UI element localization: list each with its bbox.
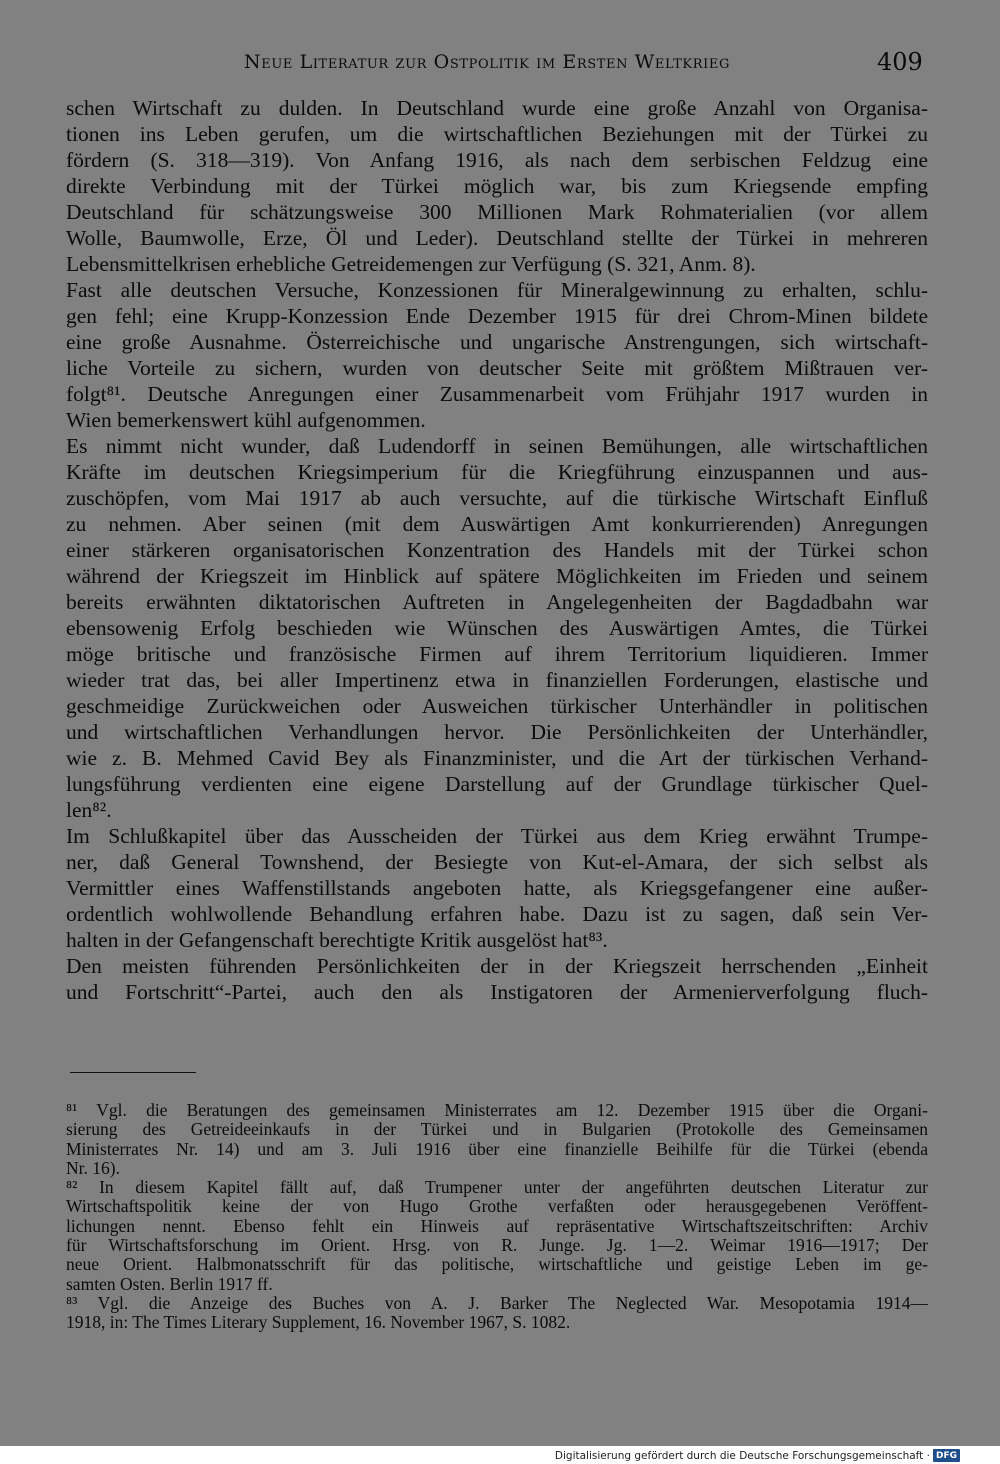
text-line: möge britische und französische Firmen auf ihrem Territorium liquidieren. Immer [66,642,928,666]
text-line: Vermittler eines Waffenstillstands angeboten hatte, als Kriegsgefangener eine außer- [66,876,928,900]
text-line: und wirtschaftlichen Verhandlungen hervor. Die Persönlichkeiten der Unterhändler, [66,720,928,744]
text-line: eine große Ausnahme. Österreichische und ungarische Anstrengungen, sich wirtschaft- [66,330,928,354]
text-line: einer stärkeren organisatorischen Konzentration des Handels mit der Türkei schon [66,538,928,562]
body-text [66,95,928,1005]
text-line: halten in der Gefangenschaft berechtigte Kritik ausgelöst hat⁸³. [66,928,608,952]
footnote-line: ⁸² In diesem Kapitel fällt auf, daß Trumpener unter der angeführten deutschen Literatur zur [66,1177,928,1198]
footnotes [66,1101,928,1333]
text-line: Im Schlußkapitel über das Ausscheiden der Türkei aus dem Krieg erwähnt Trumpe- [66,824,928,848]
footnote-line: Nr. 16). [66,1157,120,1178]
text-line: Es nimmt nicht wunder, daß Ludendorff in seinen Bemühungen, alle wirtschaftlichen [66,434,928,458]
text-line: folgt⁸¹. Deutsche Anregungen einer Zusammenarbeit vom Frühjahr 1917 wurden in [66,382,928,406]
text-line: ordentlich wohlwollende Behandlung erfahren habe. Dazu ist zu sagen, daß sein Ver- [66,902,928,926]
text-line: Lebensmittelkrisen erhebliche Getreidemengen zur Verfügung (S. 321, Anm. 8). [66,252,756,276]
footnote-line: ⁸¹ Vgl. die Beratungen des gemeinsamen Ministerrates am 12. Dezember 1915 über die Organi- [66,1100,928,1120]
text-line: Wien bemerkenswert kühl aufgenommen. [66,408,426,432]
page-number: 409 [877,48,923,76]
text-line: während der Kriegszeit im Hinblick auf spätere Möglichkeiten im Frieden und seinem [66,564,928,588]
text-line: direkte Verbindung mit der Türkei möglich war, bis zum Kriegsende empfing [66,174,928,198]
text-line: Den meisten führenden Persönlichkeiten der in der Kriegszeit herrschenden „Einheit [66,954,928,978]
footnote-line: neue Orient. Halbmonatsschrift für das politische, wirtschaftliche und geistige Leben im ge- [66,1254,928,1275]
footnote-line: Ministerrates Nr. 14) und am 3. Juli 1916 über eine finanzielle Beihilfe für die Türkei (ebenda [66,1138,928,1159]
text-line: lungsführung verdienten eine eigene Darstellung auf der Grundlage türkischer Quel- [66,772,928,796]
footnote-line: Wirtschaftspolitik keine der von Hugo Grothe verfaßten oder herausgegebenen Veröffent- [66,1196,928,1217]
text-line: wie z. B. Mehmed Cavid Bey als Finanzminister, und die Art der türkischen Verhand- [66,746,928,770]
text-line: schen Wirtschaft zu dulden. In Deutschland wurde eine große Anzahl von Organisa- [66,96,928,120]
credit-text: Digitalisierung gefördert durch die Deutsche Forschungsgemeinschaft · [554,1449,930,1462]
dfg-logo-icon: DFG [933,1449,960,1462]
text-line: Fast alle deutschen Versuche, Konzessionen für Mineralgewinnung zu erhalten, schlu- [66,278,928,302]
footnote-line: sierung des Getreideeinkaufs in der Türkei und in Bulgarien (Protokolle des Gemeinsamen [66,1119,928,1140]
footnote-line: für Wirtschaftsforschung im Orient. Hrsg. von R. Junge. Jg. 1—2. Weimar 1916—1917; Der [66,1235,928,1256]
digitization-credit [555,1447,960,1464]
text-line: tionen ins Leben gerufen, um die wirtschaftlichen Beziehungen mit der Türkei zu [66,122,928,146]
text-line: bereits erwähnten diktatorischen Auftreten in Angelegenheiten der Bagdadbahn war [66,590,928,614]
text-line: geschmeidige Zurückweichen oder Ausweichen türkischer Unterhändler in politischen [66,694,928,718]
text-line: Wolle, Baumwolle, Erze, Öl und Leder). Deutschland stellte der Türkei in mehreren [66,226,928,250]
text-line: liche Vorteile zu sichern, wurden von deutscher Seite mit größtem Mißtrauen ver- [66,356,928,380]
text-line: len⁸². [66,798,112,822]
text-line: und Fortschritt“-Partei, auch den als Instigatoren der Armenierverfolgung fluch- [66,980,928,1004]
text-line: wieder trat das, bei aller Impertinenz etwa in finanziellen Forderungen, elastische und [66,668,928,692]
text-line: Kräfte im deutschen Kriegsimperium für die Kriegführung einzuspannen und aus- [66,460,928,484]
footnote-line: 1918, in: The Times Literary Supplement, 16. November 1967, S. 1082. [66,1312,571,1333]
footnote-divider [70,1072,196,1073]
text-line: zuschöpfen, vom Mai 1917 ab auch versuchte, auf die türkische Wirtschaft Einfluß [66,486,928,510]
text-line: ner, daß General Townshend, der Besiegte von Kut-el-Amara, der sich selbst als [66,850,928,874]
footnote-line: ⁸³ Vgl. die Anzeige des Buches von A. J. Barker The Neglected War. Mesopotamia 1914— [66,1292,928,1313]
footnote-line: lichungen nennt. Ebenso fehlt ein Hinweis auf repräsentative Wirtschaftszeitschriften: Archiv [66,1215,928,1236]
text-line: fördern (S. 318—319). Von Anfang 1916, als nach dem serbischen Feldzug eine [66,148,928,172]
text-line: Deutschland für schätzungsweise 300 Millionen Mark Rohmaterialien (vor allem [66,200,928,224]
running-title: Neue Literatur zur Ostpolitik im Ersten Weltkrieg [244,51,730,73]
text-line: gen fehl; eine Krupp-Konzession Ende Dezember 1915 für drei Chrom-Minen bildete [66,304,928,328]
footnote-line: samten Osten. Berlin 1917 ff. [66,1273,273,1294]
text-line: zu nehmen. Aber seinen (mit dem Auswärtigen Amt konkurrierenden) Anregungen [66,512,928,536]
text-line: ebensowenig Erfolg beschieden wie Wünschen des Auswärtigen Amtes, die Türkei [66,616,928,640]
